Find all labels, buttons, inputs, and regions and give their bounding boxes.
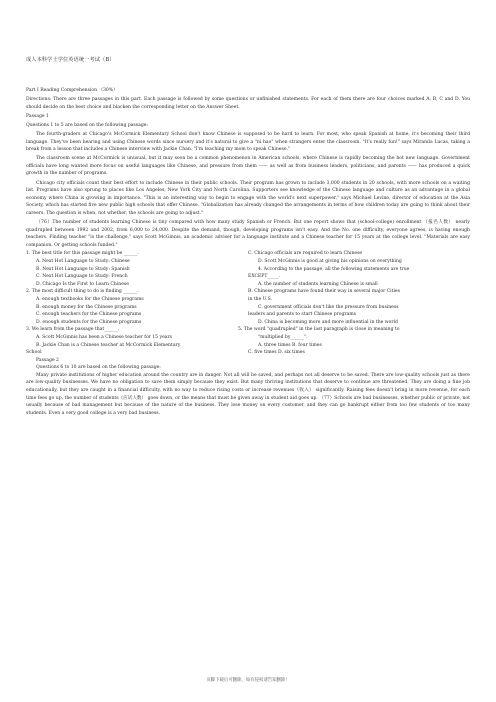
question-row xyxy=(26,311,470,319)
question-left-text: A. Next Hot Language to Study: Chinese xyxy=(36,258,130,264)
question-left-text: D. Chicago Is the First to Learn Chinese xyxy=(36,281,129,287)
question-right-text: "multiplied by______". xyxy=(258,334,308,340)
question-left-text: B. Next Hot Language to Study: Spanish xyxy=(36,266,130,272)
question-right-text: C. government officials don't like the pressure from business xyxy=(258,304,399,310)
passage2-questions-intro: Questions 6 to 10 are based on the following passage: xyxy=(36,365,161,371)
question-right-text: 5. The word "quadrupled" in the last paragraph is close in meaning to xyxy=(238,327,400,333)
question-right-text: D. Scott McGinnis is good at giving his opinions on everything xyxy=(258,258,402,264)
part-title: Part I Reading Comprehension （30%） xyxy=(26,88,118,93)
question-row xyxy=(26,342,470,350)
question-right-text: A. three times B. four times xyxy=(258,342,322,348)
question-row xyxy=(26,326,470,334)
question-right-text: EXCEPT_____. xyxy=(248,274,281,280)
question-left-text: School xyxy=(26,350,42,356)
question-left-text: C. enough teachers for the Chinese programs xyxy=(36,312,142,318)
question-left-text: 2. The most difficult thing to do is finding ______. xyxy=(26,289,139,295)
question-row xyxy=(26,266,470,274)
question-row xyxy=(26,250,470,258)
question-row xyxy=(26,288,470,296)
question-row xyxy=(26,258,470,266)
question-row xyxy=(26,319,470,327)
passage2-heading: Passage 2 xyxy=(36,357,59,363)
question-row xyxy=(26,296,470,304)
document-title: 成人本科学士学位英语统一考试（B） xyxy=(26,57,115,63)
question-left-text: A. enough textbooks for the Chinese programs xyxy=(36,296,144,302)
passage1-questions-intro: Questions 1 to 5 are based on the following passage: xyxy=(26,122,148,128)
question-left-text: A. Scott McGinnis has been a Chinese teacher for 15 years xyxy=(36,334,173,340)
passage1-heading: Passage 1 xyxy=(26,113,49,119)
question-row xyxy=(26,304,470,312)
questions-two-column-block xyxy=(26,250,470,356)
directions: Directions: There are three passages in this part. Each passage is followed by some questions or unfinished statements. For each of them there are four choices marked A, B, C and D. You should decide on the best choice and blacken the corresponding letter on the Answer Sheet. xyxy=(26,97,470,110)
question-row xyxy=(26,281,470,289)
page-footer: 页脚下载后可删除，如有侵权请告知删除！ xyxy=(206,678,290,683)
question-row xyxy=(26,273,470,281)
question-right-text: C. five times D. six times xyxy=(248,350,305,356)
question-right-text: D. China is becoming more and more influential in the world xyxy=(258,319,398,325)
question-row xyxy=(26,349,470,357)
question-row xyxy=(26,334,470,342)
question-right-text: A. the number of students learning Chinese is small xyxy=(258,281,378,287)
question-left-text: D. enough students for the Chinese programs xyxy=(36,319,142,325)
question-left-text: C. Next Hot Language to Study: French xyxy=(36,274,128,280)
passage1-paragraph: The classroom scene at McCormick is unusual, but it may soon be a common phenomenon in American schools, where Chinese is rapidly becoming the hot new language. Government officials have long wanted more focus on useful languages like Chinese, and pressure from them —— as well as from business leaders, politicians, and parents —— has produced a quick growth in the number of programs. xyxy=(26,156,470,177)
passage1-paragraph: Chicago city officials count their best effort to include Chinese in their public schools. Their program has grown to include 3,000 students in 20 schools, with more schools on a waiting list. Programs have also sprung to places like Los Angeles, New York City and North Carolina. Supporters see knowledge of the Chinese language and culture as an advantage in a global economy where China is growing in importance. "This is an interesting way to begin to engage with the world's next superpower," says Michael Levine, director of education at the Asia Society, which has started five new public high schools that offer Chinese. "Globalization has already changed the arrangements in terms of how children today are going to think about their careers. The question is when, not whether, the schools are going to adjust." xyxy=(26,180,470,216)
question-right-text: C. Chicago officials are required to learn Chinese xyxy=(248,251,363,257)
question-left-text: 3. We learn from the passage that______. xyxy=(26,327,120,333)
passage1-paragraph: （76）The number of students learning Chinese is tiny compared with how many study Spanish or French. But one report shows that (school-college) enrollment （报名人数） nearly quadrupled between 1992 and 2002, from 6,000 to 24,000. Despite the demand, though, developing programs isn't easy. And the No. one difficulty, everyone agrees, is having enough teachers. Finding teacher "is the challenge," says Scott McGinnis, an academic adviser for a language institute and a Chinese teacher for 15 years at the college level. "Materials are easy companion. Or getting schools funded." xyxy=(26,220,470,248)
question-right-text: in the U.S. xyxy=(248,296,272,302)
question-left-text: B. Jackie Chan is a Chinese teacher at McCormick Elementary xyxy=(36,342,181,348)
question-left-text: 1. The best title for this passage might be ______. xyxy=(26,251,139,257)
question-left-text: B. enough money for the Chinese programs xyxy=(36,304,137,310)
question-right-text: 4. According to the passage, all the following statements are true xyxy=(258,266,410,272)
question-right-text: B. Chinese programs have found their way in several major Cities xyxy=(248,289,400,295)
question-right-text: leaders and parents to start Chinese programs xyxy=(248,312,356,318)
passage2-paragraph: Many private institutions of higher education around the country are in danger. Not all will be saved, and perhaps not all deserve to be saved. There are low-quality schools just as there are low-quality businesses. We have no obligation to save them simply because they exist. But many thriving institutions that deserve to continue are threatened. They are doing a fine job educationally, but they are caught in a financial difficulty, with no way to reduce rising costs or increase revenues（收入） significantly. Raising fees doesn't bring in more revenue, for each time fees go up, the number of students（应试人数） goes down, or the means that must be given away in student aid goes up. （77）Schools are bad businesses, whether public or private, not usually because of bad management but because of the nature of the business. They lose money on every customer, and they can go bankrupt either from too few students or too many students. Even a very good college is a very bad business. xyxy=(26,372,470,416)
document-body xyxy=(26,87,470,417)
passage1-paragraph: The fourth-graders at Chicago's McCormick Elementary School don't know Chinese is supposed to be hard to learn. For most, who speak Spanish at home, it's becoming their third language. They've been hearing and using Chinese words since nursery and it's natural to give a "ni hao" when strangers enter the classroom. "It's really fun!" says Miranda Lucas, taking a break from a lesson that includes a Chinese interview with Jackie Chan. "I'm teaching my mom to speak Chinese." xyxy=(26,131,470,153)
